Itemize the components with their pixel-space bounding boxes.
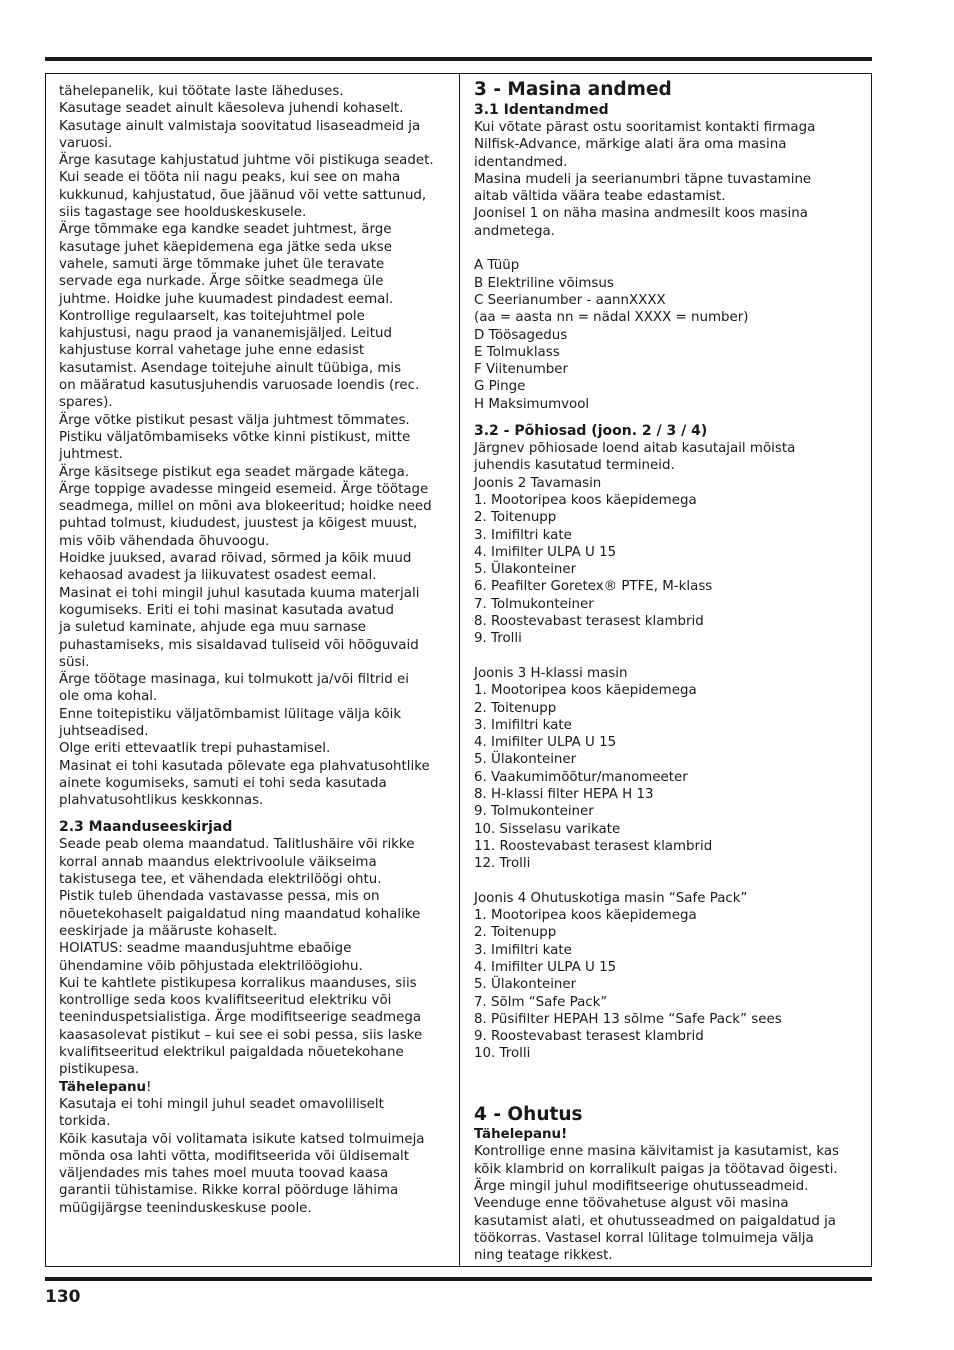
safety-line: Ärge tõmmake ega kandke seadet juhtmest, ärge — [59, 222, 392, 238]
left-column — [59, 83, 455, 1217]
component-item: 9. Trolli — [474, 631, 522, 647]
note-line: väljendades mis tahes moel muuta toovad kaasa — [59, 1166, 389, 1182]
component-item: 1. Mootoripea koos käepidemega — [474, 492, 697, 508]
intro-line: juhendis kasutatud termineid. — [474, 458, 675, 474]
column-divider — [459, 73, 460, 1267]
identification-line: andmetega. — [474, 223, 555, 239]
component-item: 12. Trolli — [474, 856, 531, 872]
note-line: Kõik kasutaja või volitamata isikute katsed tolmuimeja — [59, 1131, 425, 1147]
component-item: 4. Imifilter ULPA U 15 — [474, 544, 617, 560]
component-item: 3. Imifiltri kate — [474, 527, 572, 543]
safety-line: kogumiseks. Eriti ei tohi masinat kasutada avatud — [59, 602, 395, 618]
safety-line: süsi. — [59, 654, 90, 670]
safety-line: kukkunud, kahjustatud, õue jäänud või vette sattunud, — [59, 187, 427, 203]
grounding-heading: 2.3 Maanduseeskirjad — [59, 819, 233, 836]
components-intro — [474, 440, 866, 475]
safety-line: kehaosad avadest ja liikuvatest osadest eemal. — [59, 568, 377, 584]
safety-line: varuosi. — [59, 135, 113, 151]
grounding-line: korral annab maandus elektrivoolule väikseima — [59, 854, 377, 870]
safety-instructions — [59, 83, 455, 809]
figure-4-title: Joonis 4 Ohutuskotiga masin “Safe Pack” — [474, 890, 748, 906]
component-item: 6. Peafilter Goretex® PTFE, M-klass — [474, 579, 713, 595]
safety-line: Ärge võtke pistikut pesast välja juhtmest tõmmates. — [59, 412, 410, 428]
component-item: 8. H-klassi filter HEPA H 13 — [474, 786, 654, 802]
grounding-line: kvalifitseeritud elektrikul paigaldada nõuetekohane — [59, 1045, 404, 1061]
component-item: 2. Toitenupp — [474, 925, 557, 941]
component-item: 10. Sisselasu varikate — [474, 821, 621, 837]
grounding-line: takistusega tee, et vähendada elektrilöögi ohtu. — [59, 872, 382, 888]
safety-line: ja suletud kaminate, ahjude ega muu sarnase — [59, 620, 367, 636]
data-plate-item: A Tüüp — [474, 258, 520, 274]
safety-paragraph-line: kõik klambrid on korralikult paigas ja töötavad õigesti. — [474, 1161, 838, 1177]
safety-line: Ärge kasutage kahjustatud juhtme või pistikuga seadet. — [59, 153, 434, 169]
component-item: 2. Toitenupp — [474, 700, 557, 716]
safety-line: vahele, samuti ärge tõmmake juhet üle teravate — [59, 256, 385, 272]
identification-line: Nilfisk-Advance, märkige alati ära oma masina — [474, 137, 787, 153]
safety-line: kasutamist. Asendage toitejuhe ainult tüübiga, mis — [59, 360, 402, 376]
component-item: 5. Ülakonteiner — [474, 562, 577, 578]
safety-line: Ärge töötage masinaga, kui tolmukott ja/või filtrid ei — [59, 672, 409, 688]
right-column — [474, 79, 866, 1264]
safety-line: Masinat ei tohi kasutada põlevate ega plahvatusohtlike — [59, 758, 430, 774]
data-plate-item: C Seerianumber - aannXXXX — [474, 292, 666, 308]
data-plate-item: E Tolmuklass — [474, 344, 560, 360]
data-plate-item: F Viitenumber — [474, 362, 569, 378]
component-item: 4. Imifilter ULPA U 15 — [474, 959, 617, 975]
component-item: 8. Püsifilter HEPAH 13 sõlme “Safe Pack” sees — [474, 1011, 782, 1027]
grounding-line: Pistik tuleb ühendada vastavasse pessa, mis on — [59, 889, 380, 905]
identification-line: identandmed. — [474, 154, 568, 170]
data-plate-list — [474, 257, 866, 413]
safety-line: Enne toitepistiku väljatõmbamist lülitage välja kõik — [59, 706, 402, 722]
data-plate-item: (aa = aasta nn = nädal XXXX = number) — [474, 310, 749, 326]
section-3-1-heading: 3.1 Identandmed — [474, 102, 609, 118]
page-number: 130 — [45, 1287, 81, 1307]
section-3-2-heading: 3.2 - Põhiosad (joon. 2 / 3 / 4) — [474, 423, 708, 440]
component-item: 8. Roostevabast terasest klambrid — [474, 614, 704, 630]
grounding-line: Kui te kahtlete pistikupesa korralikus maanduses, siis — [59, 975, 417, 991]
figure-2-title: Joonis 2 Tavamasin — [474, 475, 602, 491]
intro-line: Järgnev põhiosade loend aitab kasutajail mõista — [474, 441, 796, 457]
grounding-line: pistikupesa. — [59, 1062, 140, 1078]
figure-3-list — [474, 682, 866, 872]
safety-line: spares). — [59, 395, 113, 411]
section-4-title: 4 - Ohutus — [474, 1104, 583, 1126]
safety-paragraph-line: Ärge mingil juhul modifitseerige ohutusseadmeid. — [474, 1178, 809, 1194]
safety-line: puhtad tolmust, kiududest, juustest ja kõigest muust, — [59, 516, 418, 532]
data-plate-item: H Maksimumvool — [474, 396, 590, 412]
component-item: 9. Tolmukonteiner — [474, 804, 594, 820]
safety-line: puhastamiseks, mis sisaldavad tuliseid või hõõguvaid — [59, 637, 419, 653]
component-item: 1. Mootoripea koos käepidemega — [474, 908, 697, 924]
safety-line: Ärge toppige avadesse mingeid esemeid. Ärge töötage — [59, 481, 429, 497]
grounding-line: nõuetekohaselt paigaldatud ning maandatud kohalike — [59, 906, 421, 922]
grounding-note-text — [59, 1096, 455, 1217]
note-line: mõnda osa lahti võtta, modifitseerida või üldisemalt — [59, 1148, 410, 1164]
safety-paragraph-line: töökorras. Vastasel korral lülitage tolmuimeja välja — [474, 1230, 814, 1246]
figure-4-list — [474, 907, 866, 1063]
grounding-text — [59, 836, 455, 1078]
data-plate-item: B Elektriline võimsus — [474, 275, 614, 291]
figure-2-list — [474, 492, 866, 648]
safety-line: juhtmest. — [59, 447, 123, 463]
safety-paragraph-line: ning teatage rikkest. — [474, 1248, 613, 1264]
safety-line: Olge eriti ettevaatlik trepi puhastamisel. — [59, 741, 331, 757]
safety-line: seadmega, millel on mõni ava blokeeritud; hoidke need — [59, 499, 432, 515]
note-mark: ! — [146, 1079, 152, 1095]
safety-line: Masinat ei tohi mingil juhul kasutada kuuma materjali — [59, 585, 420, 601]
note-label: Tähelepanu — [59, 1079, 147, 1095]
component-item: 10. Trolli — [474, 1046, 531, 1062]
data-plate-item: G Pinge — [474, 379, 526, 395]
section-3-title: 3 - Masina andmed — [474, 79, 672, 100]
component-item: 1. Mootoripea koos käepidemega — [474, 683, 697, 699]
safety-paragraph-line: Veenduge enne töövahetuse algust või masina — [474, 1196, 789, 1212]
safety-line: juhtseadised. — [59, 723, 149, 739]
note-line: garantii tühistamise. Rikke korral pöörduge lähima — [59, 1183, 399, 1199]
safety-line: kasutage juhet käepidemena ega jätke seda ukse — [59, 239, 393, 255]
grounding-line: eeskirjade ja määruste kohaselt. — [59, 923, 278, 939]
safety-line: mis võib vähendada õhuvoogu. — [59, 533, 270, 549]
grounding-line: kontrollige seda koos kvalifitseeritud elektriku või — [59, 993, 392, 1009]
safety-line: ole oma kohal. — [59, 689, 158, 705]
grounding-line: ühendamine võib põhjustada elektrilöögiohu. — [59, 958, 363, 974]
identification-line: Kui võtate pärast ostu sooritamist kontakti firmaga — [474, 120, 816, 135]
component-item: 11. Roostevabast terasest klambrid — [474, 838, 713, 854]
safety-line: ainete kogumiseks, samuti ei tohi seda kasutada — [59, 775, 387, 791]
safety-line: Kasutage ainult valmistaja soovitatud lisaseadmeid ja — [59, 118, 421, 134]
bottom-rule — [45, 1277, 872, 1281]
top-rule — [45, 57, 872, 61]
identification-line: Joonisel 1 on näha masina andmesilt koos masina — [474, 206, 808, 222]
grounding-line: HOIATUS: seadme maandusjuhtme ebaõige — [59, 941, 352, 957]
data-plate-item: D Töösagedus — [474, 327, 568, 343]
safety-line: servade ega nurkade. Ärge sõitke seadmega üle — [59, 274, 384, 290]
figure-3-title: Joonis 3 H-klassi masin — [474, 665, 628, 681]
safety-line: juhtme. Hoidke juhe kuumadest pindadest eemal. — [59, 291, 394, 307]
component-item: 5. Ülakonteiner — [474, 977, 577, 993]
grounding-line: teeninduspetsialistiga. Ärge modifitseerige seadmega — [59, 1010, 422, 1026]
component-item: 9. Roostevabast terasest klambrid — [474, 1029, 704, 1045]
safety-line: Hoidke juuksed, avarad rõivad, sõrmed ja kõik muud — [59, 551, 412, 567]
identification-text — [474, 119, 866, 240]
safety-line: Pistiku väljatõmbamiseks võtke kinni pistikust, mitte — [59, 429, 411, 445]
safety-line: kahjustuse korral vahetage juhe enne edasist — [59, 343, 365, 359]
safety-line: kahjustusi, nagu praod ja vananemisjäljed. Leitud — [59, 326, 392, 342]
grounding-note — [59, 1079, 455, 1096]
component-item: 3. Imifiltri kate — [474, 717, 572, 733]
note-line: Kasutaja ei tohi mingil juhul seadet omavoliliselt — [59, 1096, 384, 1112]
safety-line: Kui seade ei tööta nii nagu peaks, kui see on maha — [59, 170, 401, 186]
safety-line: siis tagastage see hoolduskeskusele. — [59, 205, 307, 221]
grounding-line: Seade peab olema maandatud. Talitlushäire või rikke — [59, 837, 415, 853]
safety-paragraph-line: Kontrollige enne masina käivitamist ja kasutamist, kas — [474, 1144, 840, 1160]
safety-line: tähelepanelik, kui töötate laste läheduses. — [59, 84, 344, 99]
safety-line: Kasutage seadet ainult käesoleva juhendi kohaselt. — [59, 101, 404, 117]
component-item: 4. Imifilter ULPA U 15 — [474, 735, 617, 751]
component-item: 6. Vaakumimõõtur/manomeeter — [474, 769, 688, 785]
section-4-note-label: Tähelepanu! — [474, 1127, 568, 1143]
safety-line: Ärge käsitsege pistikut ega seadet märgade kätega. — [59, 464, 410, 480]
safety-line: Kontrollige regulaarselt, kas toitejuhtmel pole — [59, 308, 365, 324]
identification-line: Masina mudeli ja seerianumbri täpne tuvastamine — [474, 171, 812, 187]
component-item: 7. Tolmukonteiner — [474, 596, 594, 612]
component-item: 7. Sõlm “Safe Pack” — [474, 994, 608, 1010]
identification-line: aitab vältida väära teabe edastamist. — [474, 189, 726, 205]
component-item: 2. Toitenupp — [474, 510, 557, 526]
safety-line: plahvatusohtlikus keskkonnas. — [59, 793, 264, 809]
note-line: torkida. — [59, 1114, 111, 1130]
grounding-line: kaasasolevat pistikut – kui see ei sobi pessa, siis laske — [59, 1027, 423, 1043]
note-line: müügijärgse teeninduskeskuse poole. — [59, 1200, 312, 1216]
safety-paragraph-line: kasutamist alati, et ohutusseadmed on paigaldatud ja — [474, 1213, 837, 1229]
component-item: 3. Imifiltri kate — [474, 942, 572, 958]
safety-text — [474, 1143, 866, 1264]
safety-line: on määratud kasutusjuhendis varuosade loendis (rec. — [59, 378, 420, 394]
component-item: 5. Ülakonteiner — [474, 752, 577, 768]
